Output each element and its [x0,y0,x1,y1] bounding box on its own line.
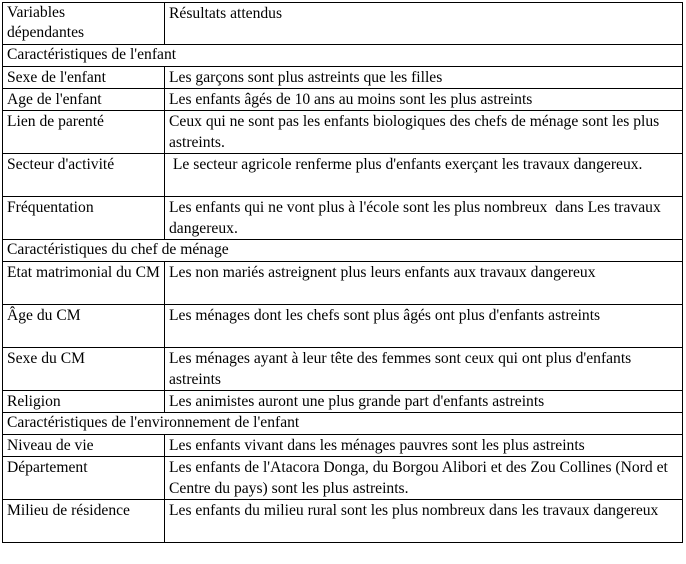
table-row [3,154,683,197]
variable-cell: Sexe de l'enfant [3,67,165,89]
table-row [3,111,683,154]
table-row [3,348,683,391]
table-row [3,197,683,240]
variable-cell: Département [3,457,165,500]
result-cell: Les non mariés astreignent plus leurs enfants aux travaux dangereux [165,262,683,305]
variable-cell: Milieu de résidence [3,500,165,543]
variable-cell: Religion [3,391,165,413]
header-variables: Variables dépendantes [3,3,165,45]
result-cell: Les enfants qui ne vont plus à l'école sont les plus nombreux dans Les travaux dangereux. [165,197,683,240]
result-cell: Le secteur agricole renferme plus d'enfants exerçant les travaux dangereux. [165,154,683,197]
result-cell: Les enfants du milieu rural sont les plus nombreux dans les travaux dangereux [165,500,683,543]
variable-cell: Lien de parenté [3,111,165,154]
section-title: Caractéristiques de l'enfant [3,45,683,67]
section-row [3,413,683,435]
section-title: Caractéristiques de l'environnement de l'enfant [3,413,683,435]
table-row [3,89,683,111]
table-row [3,67,683,89]
table-row [3,391,683,413]
section-title: Caractéristiques du chef de ménage [3,240,683,262]
variable-cell: Sexe du CM [3,348,165,391]
table-row [3,262,683,305]
variable-cell: Etat matrimonial du CM [3,262,165,305]
variable-cell: Niveau de vie [3,435,165,457]
header-results: Résultats attendus [165,3,683,45]
result-cell: Les enfants âgés de 10 ans au moins sont les plus astreints [165,89,683,111]
section-row [3,45,683,67]
variable-cell: Fréquentation [3,197,165,240]
result-cell: Les ménages dont les chefs sont plus âgés ont plus d'enfants astreints [165,305,683,348]
variable-cell: Age de l'enfant [3,89,165,111]
variable-cell: Âge du CM [3,305,165,348]
table-row [3,435,683,457]
result-cell: Les garçons sont plus astreints que les filles [165,67,683,89]
result-cell: Les enfants de l'Atacora Donga, du Borgou Alibori et des Zou Collines (Nord et Centre du pays) sont les plus astreints. [165,457,683,500]
section-row [3,240,683,262]
result-cell: Les ménages ayant à leur tête des femmes sont ceux qui ont plus d'enfants astreints [165,348,683,391]
expected-results-table [2,2,683,543]
result-cell: Ceux qui ne sont pas les enfants biologiques des chefs de ménage sont les plus astreints. [165,111,683,154]
table-header-row [3,3,683,45]
table-row [3,305,683,348]
result-cell: Les animistes auront une plus grande part d'enfants astreints [165,391,683,413]
result-cell: Les enfants vivant dans les ménages pauvres sont les plus astreints [165,435,683,457]
table-row [3,457,683,500]
table-row [3,500,683,543]
variable-cell: Secteur d'activité [3,154,165,197]
